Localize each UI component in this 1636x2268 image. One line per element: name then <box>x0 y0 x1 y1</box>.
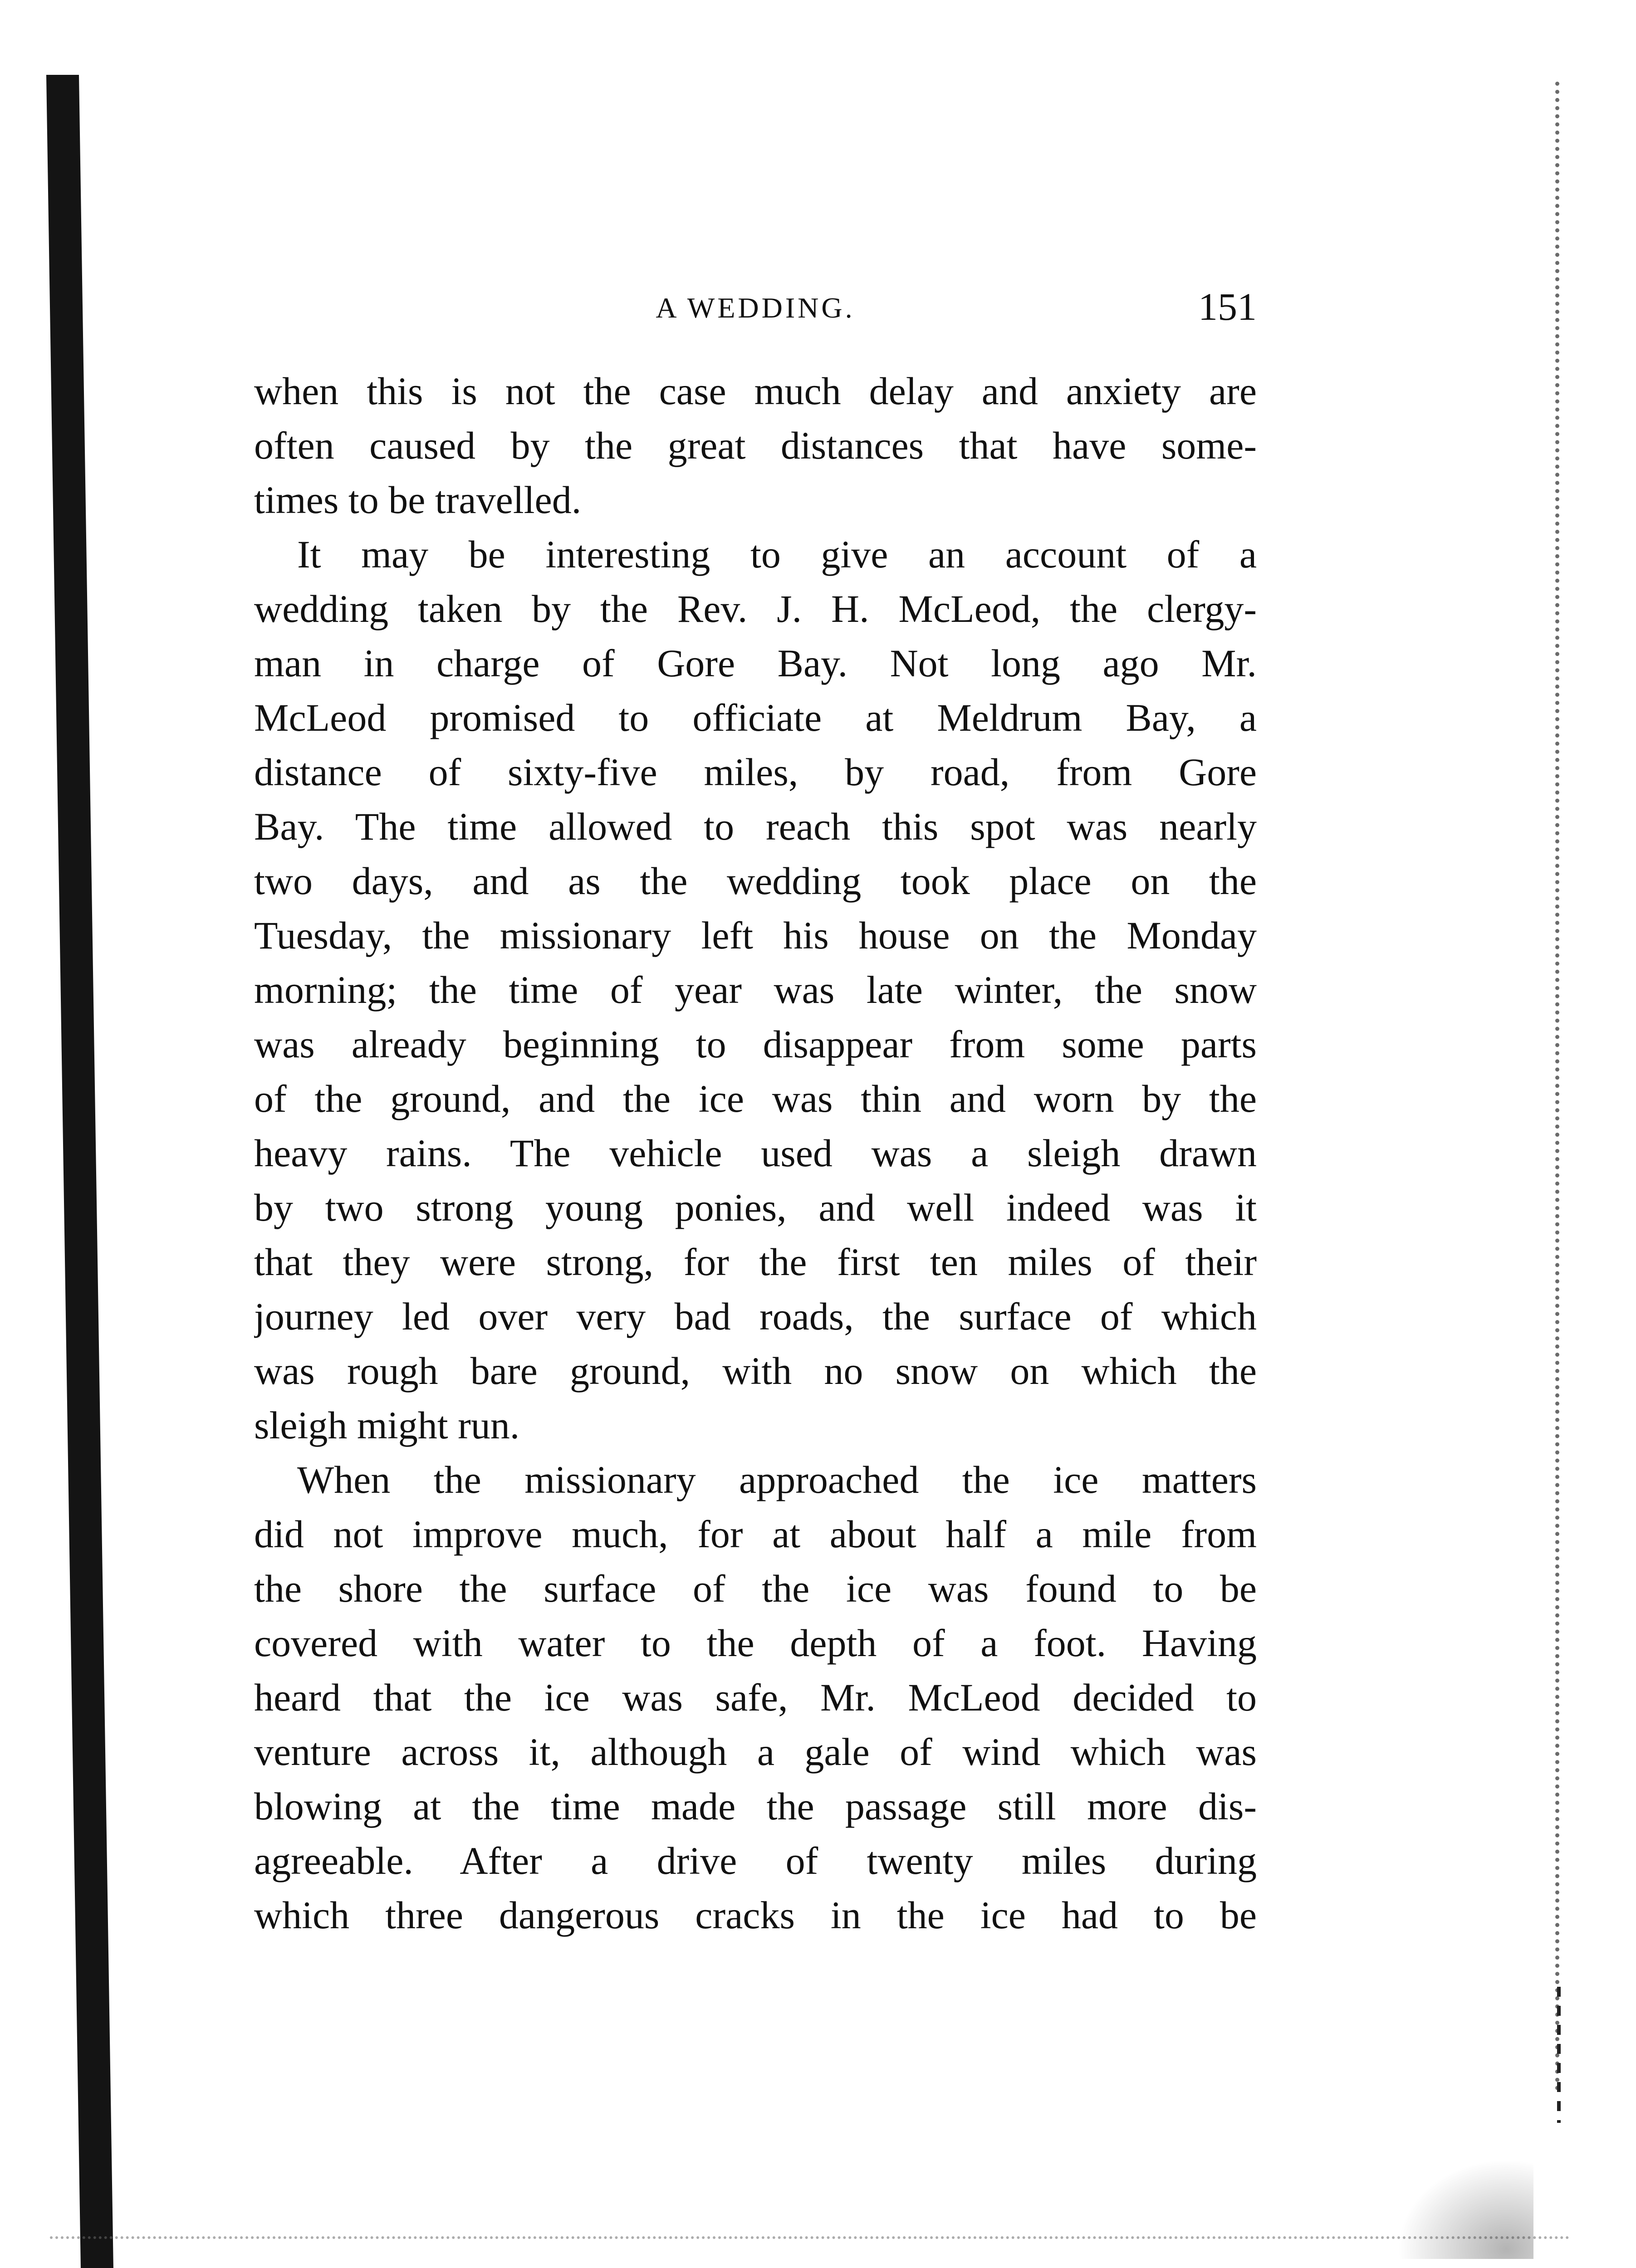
text-line: heavy rains. The vehicle used was a sleigh drawn <box>254 1131 1257 1175</box>
text-line: venture across it, although a gale of wind which was <box>254 1730 1257 1774</box>
paragraph <box>254 364 1257 527</box>
text-line: which three dangerous cracks in the ice had to be <box>254 1893 1257 1937</box>
text-line: sleigh might run. <box>254 1403 520 1447</box>
running-header <box>254 281 1257 336</box>
text-line: blowing at the time made the passage still more dis- <box>254 1784 1257 1828</box>
corner-smudge <box>1397 2159 1533 2259</box>
running-title: A WEDDING. <box>656 292 855 324</box>
text-line: often caused by the great distances that have some- <box>254 424 1257 467</box>
text-line: wedding taken by the Rev. J. H. McLeod, the clergy- <box>254 587 1257 631</box>
text-line: that they were strong, for the first ten miles of their <box>254 1240 1257 1284</box>
text-line: man in charge of Gore Bay. Not long ago Mr. <box>254 641 1257 685</box>
text-line: distance of sixty-five miles, by road, from Gore <box>254 750 1257 794</box>
text-line: Tuesday, the missionary left his house on the Monday <box>254 914 1257 957</box>
text-line: journey led over very bad roads, the surface of which <box>254 1295 1257 1338</box>
text-line: When the missionary approached the ice matters <box>297 1458 1257 1501</box>
text-line: was rough bare ground, with no snow on which the <box>254 1349 1257 1393</box>
text-line: when this is not the case much delay and anxiety are <box>254 369 1257 413</box>
text-line: Bay. The time allowed to reach this spot was nearly <box>254 805 1257 848</box>
text-line: two days, and as the wedding took place on the <box>254 859 1257 903</box>
text-line: the shore the surface of the ice was found to be <box>254 1567 1257 1610</box>
text-line: by two strong young ponies, and well indeed was it <box>254 1186 1257 1229</box>
text-line: McLeod promised to officiate at Meldrum Bay, a <box>254 696 1257 739</box>
page-edge-marks <box>1557 1987 1561 2123</box>
page-number: 151 <box>1198 285 1257 328</box>
text-line: agreeable. After a drive of twenty miles during <box>254 1839 1257 1882</box>
text-line: of the ground, and the ice was thin and worn by the <box>254 1077 1257 1120</box>
text-line: was already beginning to disappear from some parts <box>254 1022 1257 1066</box>
body-text <box>254 364 1257 1942</box>
paragraph <box>254 527 1257 1452</box>
page-edge-right <box>1555 82 1564 2091</box>
text-line: heard that the ice was safe, Mr. McLeod decided to <box>254 1676 1257 1719</box>
binding-shadow <box>46 75 113 2268</box>
text-line: covered with water to the depth of a foot. Having <box>254 1621 1257 1665</box>
text-line: did not improve much, for at about half a mile from <box>254 1512 1257 1556</box>
paragraph <box>254 1452 1257 1942</box>
text-line: times to be travelled. <box>254 478 582 522</box>
text-line: It may be interesting to give an account of a <box>297 533 1257 576</box>
scan-noise-bottom <box>50 2236 1570 2257</box>
text-line: morning; the time of year was late winter, the snow <box>254 968 1257 1012</box>
